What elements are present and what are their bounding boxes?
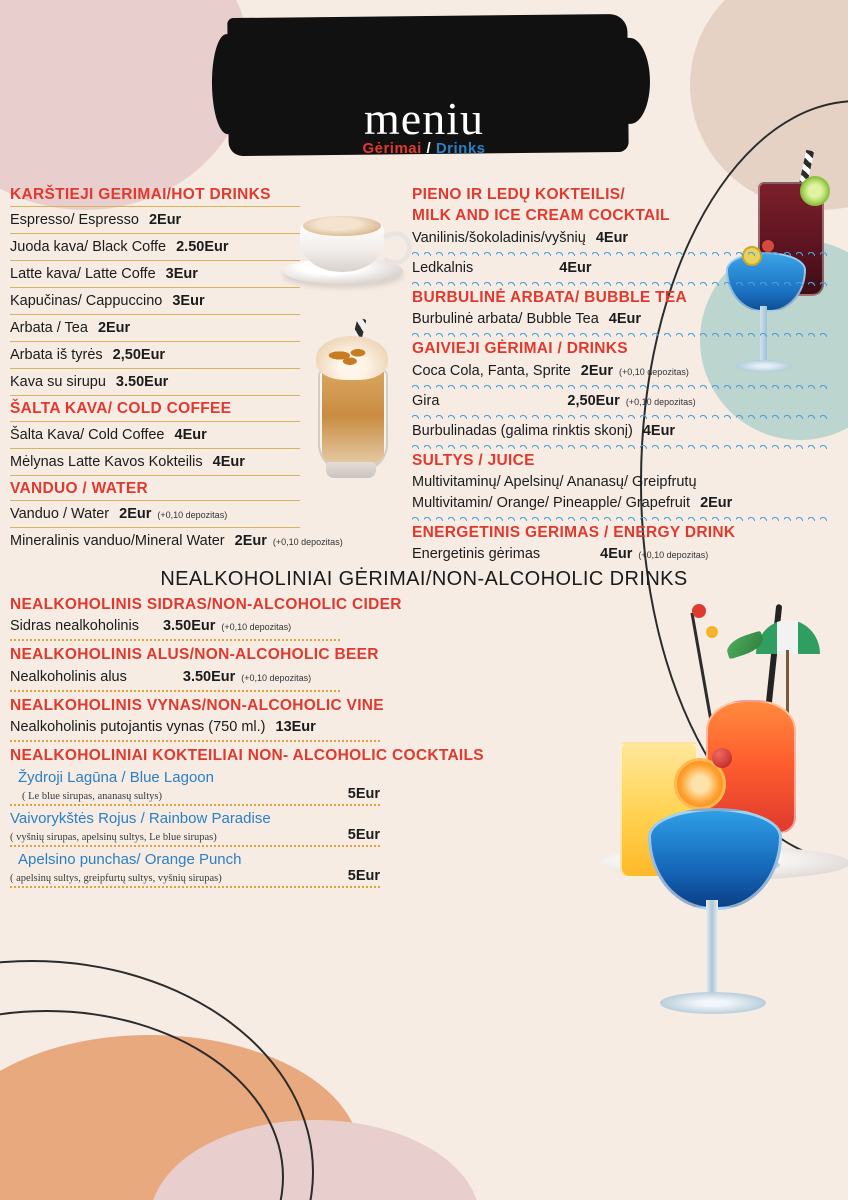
menu-item: [10, 667, 570, 688]
item-price: 3.50Eur: [182, 668, 236, 685]
divider-gold: [10, 287, 300, 288]
section-title: KARŠTIEJI GERIMAI/HOT DRINKS: [10, 186, 271, 203]
coffee-foam-shape: [303, 216, 381, 236]
cocktail-detail-row: [10, 827, 380, 843]
divider-dotted: [10, 845, 380, 847]
item-deposit-note: (+0,10 depozitas): [638, 550, 709, 561]
divider-gold: [10, 206, 300, 207]
menu-subtitle: meniu: [364, 93, 484, 144]
cocktail-detail-row: [10, 786, 380, 802]
item-name: Vanilinis/šokoladinis/vyšnių: [412, 229, 586, 246]
item-price: 4Eur: [642, 422, 676, 439]
divider-dotted: [10, 690, 340, 692]
item-name: Arbata / Tea: [10, 320, 88, 337]
menu-item: [10, 237, 300, 258]
section-hot-drinks: [10, 185, 300, 396]
cocktail-detail-row: [10, 868, 380, 884]
section-energy-drink: [412, 523, 832, 565]
divider-dotted: [10, 886, 380, 888]
section-bubble-tea: [412, 288, 832, 337]
menu-item: [412, 544, 832, 565]
menu-item: [412, 391, 832, 412]
section-water: [10, 479, 343, 552]
item-price: 4Eur: [595, 229, 629, 246]
item-name: Nealkoholinis putojantis vynas (750 ml.): [10, 719, 266, 736]
section-title: VANDUO / WATER: [10, 479, 148, 497]
cocktail-ingredients: ( apelsinų sultys, greipfurtų sultys, vyšnių sirupas): [10, 872, 222, 884]
item-price: 4Eur: [212, 453, 245, 470]
umbrella-stick-shape: [786, 650, 789, 720]
section-title: NEALKOHOLINIS VYNAS/NON-ALCOHOLIC VINE: [10, 696, 384, 714]
divider-wave: [412, 413, 832, 419]
item-price: 3.50Eur: [162, 618, 216, 635]
divider-wave: [412, 280, 832, 286]
item-name: Multivitaminų/ Apelsinų/ Ananasų/ Greipfrutų: [412, 473, 697, 490]
non-alcoholic-column: [10, 595, 570, 892]
section-non-alcoholic-wine: [10, 696, 570, 742]
menu-item: [10, 345, 300, 366]
section-title: NEALKOHOLINIS SIDRAS/NON-ALCOHOLIC CIDER: [10, 596, 402, 613]
divider-gold: [10, 421, 300, 422]
menu-item: [412, 309, 832, 330]
item-name: Mineralinis vanduo/Mineral Water: [10, 533, 225, 550]
divider-wave: [412, 443, 832, 449]
menu-item: [10, 291, 300, 312]
item-name: Burbulinadas (galima rinktis skonį): [412, 422, 633, 439]
divider-gold: [10, 314, 300, 315]
menu-item: [10, 372, 300, 393]
section-milk-icecream-cocktail: [412, 185, 832, 286]
menu-item: [10, 425, 300, 446]
cup-handle-shape: [378, 231, 412, 265]
frappe-caramel-drizzle-shape: [322, 345, 380, 371]
menu-item: [412, 258, 832, 279]
item-name: Juoda kava/ Black Coffe: [10, 239, 167, 256]
item-name: Kapučinas/ Cappuccino: [10, 293, 163, 310]
cocktail-price: 5Eur: [347, 826, 380, 843]
item-price: 2Eur: [97, 320, 131, 337]
cocktail-ingredients: ( vyšnių sirupas, apelsinų sultys, Le blue sirupas): [10, 831, 217, 843]
item-price: 4Eur: [559, 259, 592, 276]
section-title: BURBULINĖ ARBATA/ BUBBLE TEA: [412, 288, 688, 306]
pick-olive-shape: [706, 626, 718, 638]
menu-item: [10, 504, 300, 525]
item-price: 13Eur: [275, 719, 316, 736]
item-price: 3.50Eur: [115, 374, 169, 391]
divider-gold: [10, 233, 300, 234]
menu-item: [10, 452, 300, 473]
item-price: 2.50Eur: [176, 239, 229, 256]
frappe-base-shape: [326, 462, 376, 478]
section-non-alcoholic-cocktails: [10, 746, 570, 887]
divider-dotted: [10, 804, 380, 806]
item-price: 4Eur: [608, 311, 642, 328]
divider-wave: [412, 383, 832, 389]
item-deposit-note: (+0,10 depozitas): [241, 672, 312, 683]
menu-item: [412, 361, 832, 382]
cocktail-ingredients: ( Le blue sirupas, ananasų sultys): [22, 790, 162, 802]
item-name: Vanduo / Water: [10, 506, 110, 523]
item-deposit-note: (+0,10 depozitas): [157, 510, 228, 521]
item-price: 3Eur: [172, 293, 205, 310]
cocktail-name: Apelsino punchas/ Orange Punch: [18, 850, 242, 868]
item-name: Sidras nealkoholinis: [10, 618, 139, 635]
item-price: 2Eur: [580, 362, 614, 379]
menu-item: [412, 493, 832, 514]
section-title: NEALKOHOLINIS ALUS/NON-ALCOHOLIC BEER: [10, 646, 379, 664]
divider-gold: [10, 395, 300, 396]
section-title-line2: MILK AND ICE CREAM COCKTAIL: [412, 207, 670, 225]
item-name: Kava su sirupu: [10, 374, 106, 391]
blue-cocktail-foot-shape: [660, 992, 766, 1014]
item-price: 4Eur: [174, 426, 207, 443]
divider-gold: [10, 260, 300, 261]
divider-gold: [10, 368, 300, 369]
menu-item: [10, 616, 570, 637]
page-title-part2: O: [460, 7, 527, 95]
divider-wave: [412, 515, 832, 521]
item-name: Coca Cola, Fanta, Sprite: [412, 362, 571, 379]
section-title: SULTYS / JUICE: [412, 451, 535, 469]
item-name: Energetinis gėrimas: [412, 546, 541, 563]
left-menu-column: [10, 185, 343, 552]
divider-dotted: [10, 639, 340, 641]
menu-item: [10, 717, 570, 738]
divider-gold: [10, 341, 300, 342]
item-name: Multivitamin/ Orange/ Pineapple/ Grapefruit: [412, 494, 691, 511]
section-juice: [412, 451, 832, 521]
item-name: Šalta Kava/ Cold Coffee: [10, 426, 165, 443]
subtitle-en: Drinks: [435, 140, 486, 157]
pick-cherry-shape: [692, 604, 706, 618]
page-title-part1: SIT: [321, 7, 461, 95]
menu-item: [10, 210, 300, 231]
section-cold-coffee: [10, 399, 300, 475]
menu-subtitle-bilingual: [0, 140, 848, 157]
item-name: Nealkoholinis alus: [10, 668, 127, 685]
item-price: 2,50Eur: [567, 392, 620, 409]
cocktail-name: Vaivorykštės Rojus / Rainbow Paradise: [10, 809, 271, 827]
non-alcoholic-heading: NEALKOHOLINIAI GĖRIMAI/NON-ALCOHOLIC DRINKS: [160, 568, 688, 590]
item-price: 3Eur: [165, 266, 198, 283]
item-name: Latte kava/ Latte Coffe: [10, 266, 156, 283]
section-title: GAIVIEJI GĖRIMAI / DRINKS: [412, 340, 628, 358]
frappe-glass-shape: [318, 368, 388, 472]
divider-gold: [10, 527, 300, 528]
menu-item: [10, 264, 300, 285]
section-title-line1: PIENO IR LEDŲ KOKTEILIS/: [412, 186, 626, 203]
menu-item: [412, 472, 832, 493]
section-title: ŠALTA KAVA/ COLD COFFEE: [10, 400, 232, 418]
cocktail-name: Žydroji Lagūna / Blue Lagoon: [18, 768, 214, 786]
menu-item: [412, 228, 832, 249]
cocktail-entry: [10, 851, 570, 888]
item-deposit-note: (+0,10 depozitas): [625, 396, 696, 407]
item-deposit-note: (+0,10 depozitas): [221, 622, 292, 633]
item-name: Espresso/ Espresso: [10, 212, 139, 229]
menu-item: [412, 421, 832, 442]
item-name: Burbulinė arbata/ Bubble Tea: [412, 311, 599, 328]
cherry-on-top-shape: [712, 748, 732, 768]
section-non-alcoholic-beer: [10, 645, 570, 691]
item-name: Ledkalnis: [412, 259, 474, 276]
item-price: 2Eur: [700, 494, 733, 511]
divider-wave: [412, 331, 832, 337]
cocktail-entry: [10, 810, 570, 847]
section-soft-drinks: [412, 339, 832, 448]
section-non-alcoholic-cider: [10, 595, 570, 641]
item-name: Gira: [412, 392, 440, 409]
divider-dotted: [10, 740, 380, 742]
item-price: 2Eur: [119, 506, 152, 523]
section-title: NEALKOHOLINIAI KOKTEILIAI NON- ALCOHOLIC COCKTAILS: [10, 747, 484, 765]
item-name: Mėlynas Latte Kavos Kokteilis: [10, 453, 203, 470]
blue-cocktail-stem-shape: [706, 900, 718, 1000]
right-menu-column: [412, 185, 832, 565]
menu-header: [0, 0, 848, 170]
subtitle-lt: Gėrimai: [362, 140, 422, 157]
item-deposit-note: (+0,10 depozitas): [619, 366, 689, 377]
item-price: 4Eur: [600, 546, 633, 563]
item-price: 2Eur: [148, 212, 182, 229]
item-deposit-note: (+0,10 depozitas): [272, 537, 343, 548]
item-name: Arbata iš tyrės: [10, 347, 103, 364]
divider-gold: [10, 448, 300, 449]
cocktail-price: 5Eur: [347, 867, 380, 884]
item-price: 2Eur: [234, 533, 267, 550]
item-price: 2,50Eur: [112, 347, 166, 364]
divider-gold: [10, 475, 300, 476]
divider-gold: [10, 500, 300, 501]
cocktail-price: 5Eur: [347, 785, 380, 802]
page-title: [0, 6, 848, 97]
menu-item: [10, 318, 300, 339]
subtitle-separator: /: [421, 140, 436, 157]
menu-item: [10, 531, 343, 552]
cocktail-entry: [10, 769, 570, 806]
section-title: ENERGETINIS GERIMAS / ENERGY DRINK: [412, 524, 736, 541]
divider-wave: [412, 250, 832, 256]
